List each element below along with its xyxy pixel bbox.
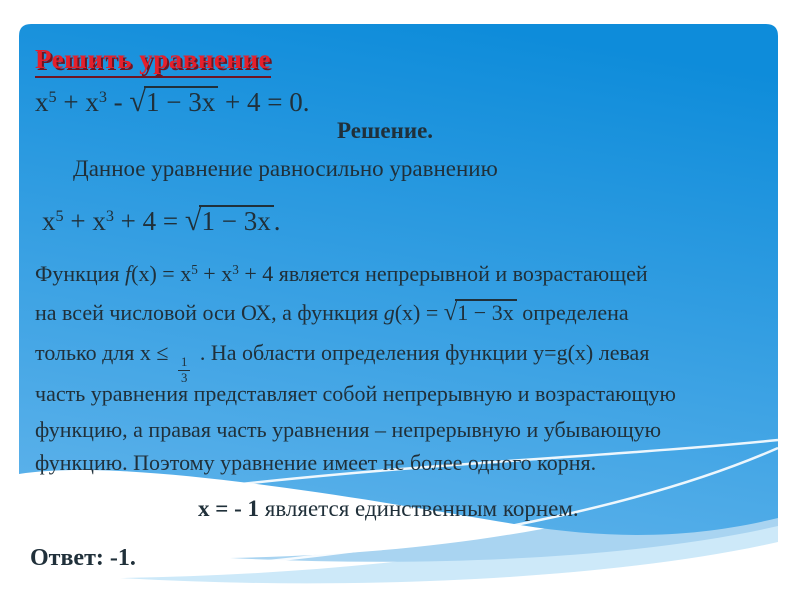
- sqrt-icon: √: [443, 299, 458, 326]
- radical-expression: [129, 84, 218, 118]
- eq2-exponent-5: 5: [55, 207, 64, 226]
- intro-line: Данное уравнение равносильно уравнению: [73, 156, 498, 181]
- exponent-5: 5: [191, 261, 198, 277]
- text: Функция: [35, 261, 126, 286]
- exponent-3: 3: [232, 261, 239, 277]
- function-g: g: [383, 300, 395, 325]
- paragraph-line-6: функцию. Поэтому уравнение имеет не более одного корня.: [35, 450, 597, 475]
- fraction-denominator: 3: [180, 371, 188, 386]
- root-statement-text: является единственным корнем.: [259, 496, 579, 521]
- text: + 4 является непрерывной и возрастающей: [238, 261, 648, 286]
- equation-original: [35, 84, 309, 119]
- root-value: x = - 1: [198, 496, 260, 521]
- slide-title: Решить уравнение: [35, 44, 271, 78]
- eq2-term: + x: [63, 206, 106, 236]
- text: + x: [197, 261, 233, 286]
- eq1-tail: + 4 = 0.: [218, 87, 310, 117]
- text: определена: [516, 300, 629, 325]
- fraction-numerator: 1: [178, 355, 190, 371]
- function-f: f: [125, 261, 132, 286]
- eq2-term: x: [42, 206, 56, 236]
- eq2-equals: + 4 =: [113, 206, 185, 236]
- radicand: 1 − 3x: [455, 299, 516, 325]
- eq1-exponent-3: 3: [98, 88, 107, 107]
- paragraph-line-5: функцию, а правая часть уравнения – непрерывную и убывающую: [35, 417, 662, 442]
- solution-heading: Решение.: [337, 118, 434, 143]
- radical-expression: [444, 300, 517, 325]
- paragraph-line-4: часть уравнения представляет собой непрерывную и возрастающую: [35, 381, 676, 406]
- eq1-term: + x: [56, 87, 99, 117]
- paragraph-line-1: [35, 261, 648, 287]
- text: на всей числовой оси ОХ, а функция: [35, 300, 384, 325]
- equation-transformed: [42, 203, 280, 238]
- eq2-exponent-3: 3: [105, 207, 114, 226]
- paragraph-line-3: [35, 340, 649, 386]
- eq1-term: x: [35, 87, 49, 117]
- answer-line: Ответ: -1.: [30, 545, 136, 571]
- radicand: 1 − 3x: [199, 205, 273, 237]
- text: . На области определения функции y=g(x) левая: [194, 340, 650, 365]
- eq2-tail: .: [273, 206, 281, 236]
- eq1-exponent-5: 5: [48, 88, 57, 107]
- text: (x) = x: [131, 261, 192, 286]
- paragraph-line-2: [35, 299, 629, 327]
- root-statement: [198, 496, 579, 522]
- text: (x) =: [394, 300, 444, 325]
- radical-expression: [184, 203, 274, 237]
- radicand: 1 − 3x: [144, 86, 218, 118]
- eq1-minus: -: [106, 87, 130, 117]
- sqrt-icon: √: [129, 84, 147, 118]
- text: только для x ≤: [35, 340, 174, 365]
- sqrt-icon: √: [184, 203, 202, 237]
